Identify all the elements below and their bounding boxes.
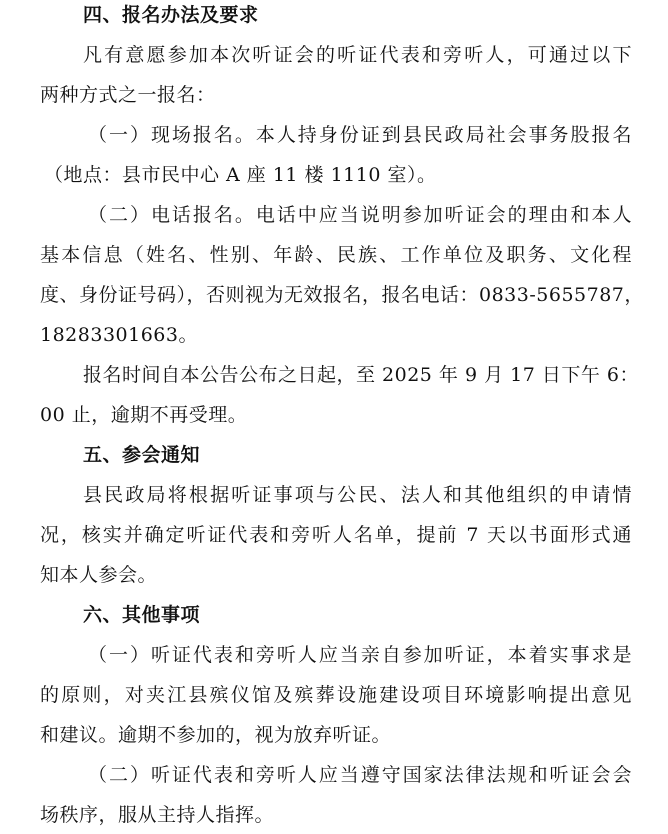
paragraph-line: 基本信息（姓名、性别、年龄、民族、工作单位及职务、文化程 [40,244,632,266]
section-heading-4: 四、报名办法及要求 [83,4,259,26]
paragraph-line: 18283301663。 [40,324,198,346]
paragraph-line: （二）听证代表和旁听人应当遵守国家法律法规和听证会会 [88,764,632,786]
paragraph-line: （一）现场报名。本人持身份证到县民政局社会事务股报名 [88,124,632,146]
section-heading-6: 六、其他事项 [83,604,201,626]
paragraph-line: （地点：县市民中心 A 座 11 楼 1110 室）。 [44,164,437,186]
paragraph-line: 的原则，对夹江县殡仪馆及殡葬设施建设项目环境影响提出意见 [40,684,632,706]
paragraph-line: 场秩序，服从主持人指挥。 [40,804,275,826]
paragraph-line: 报名时间自本公告公布之日起，至 2025 年 9 月 17 日下午 6： [83,364,639,386]
paragraph-line: 00 止，逾期不再受理。 [40,404,248,426]
section-heading-5: 五、参会通知 [83,444,201,466]
paragraph-line: （一）听证代表和旁听人应当亲自参加听证，本着实事求是 [88,644,632,666]
paragraph-line: 况，核实并确定听证代表和旁听人名单，提前 7 天以书面形式通 [40,524,632,546]
paragraph-line: 凡有意愿参加本次听证会的听证代表和旁听人，可通过以下 [83,44,632,66]
paragraph-line: 度、身份证号码），否则视为无效报名，报名电话：0833-5655787， [40,284,644,306]
paragraph-line: 知本人参会。 [40,564,158,586]
paragraph-line: 和建议。逾期不参加的，视为放弃听证。 [40,724,392,746]
paragraph-line: （二）电话报名。电话中应当说明参加听证会的理由和本人 [88,204,632,226]
paragraph-line: 两种方式之一报名： [40,84,216,106]
paragraph-line: 县民政局将根据听证事项与公民、法人和其他组织的申请情 [83,484,632,506]
